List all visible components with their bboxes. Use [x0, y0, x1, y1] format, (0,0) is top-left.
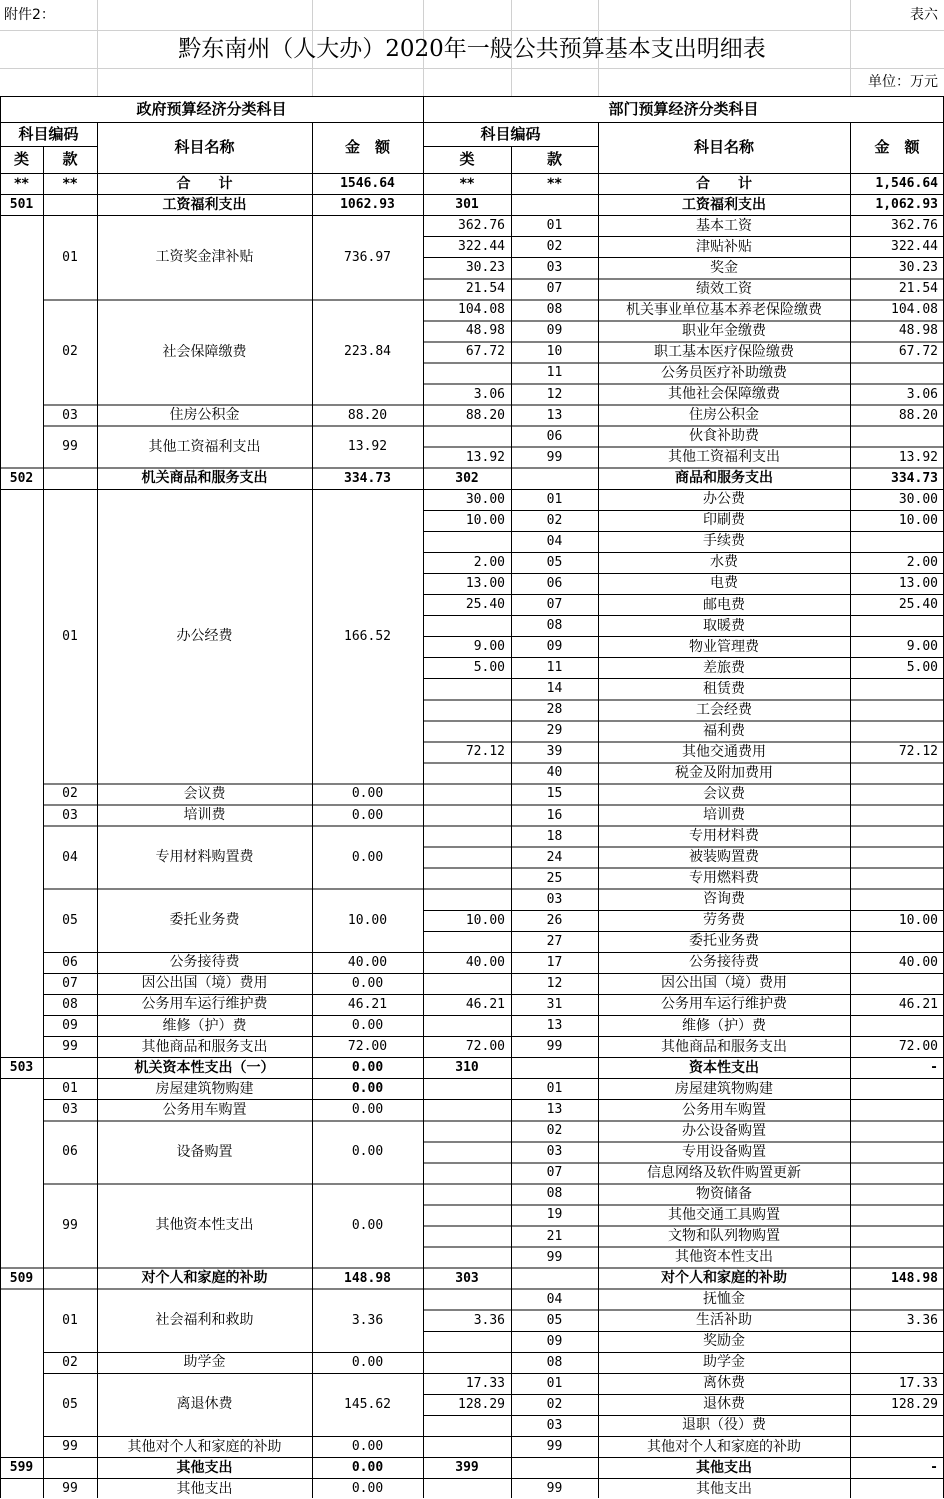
dept-item-name: 离休费	[703, 1375, 745, 1392]
dept-kuan-code: 03	[546, 260, 563, 276]
dept-item-name: 住房公积金	[689, 407, 759, 424]
dept-amount-mid: 72.12	[465, 744, 505, 760]
dept-item-name: 税金及附加费用	[675, 764, 773, 781]
dept-amount-mid: 362.76	[458, 218, 505, 234]
total-star: **	[62, 175, 78, 192]
dept-class-amount: -	[930, 1060, 938, 1076]
gov-item-name: 会议费	[183, 785, 226, 802]
dept-item-name: 电费	[710, 575, 738, 592]
dept-kuan-code: 99	[546, 1439, 563, 1455]
dept-kuan-code: 14	[546, 681, 563, 697]
dept-item-name: 其他工资福利支出	[668, 449, 780, 466]
dept-item-name: 公务用车运行维护费	[661, 996, 787, 1013]
gov-item-name: 其他商品和服务支出	[141, 1038, 268, 1055]
dept-item-name: 公务接待费	[689, 954, 759, 971]
dept-item-amount: 72.00	[898, 1039, 938, 1055]
dept-item-name: 委托业务费	[689, 933, 759, 950]
dept-item-name: 维修（护）费	[682, 1017, 766, 1034]
dept-amount-mid: 10.00	[465, 912, 505, 928]
dept-amount-mid: 17.33	[465, 1375, 505, 1391]
dept-item-name: 绩效工资	[696, 280, 752, 297]
dept-item-amount: 13.00	[898, 575, 938, 591]
dept-kuan-code: 03	[546, 1417, 563, 1433]
dept-item-name: 奖金	[710, 259, 738, 276]
gov-class-code: 502	[9, 470, 34, 486]
gov-item-amount: 0.00	[351, 1102, 384, 1118]
gov-kuan-code: 09	[62, 1018, 78, 1034]
dept-amount-mid: 67.72	[465, 344, 505, 360]
gov-kuan-code: 01	[62, 1312, 78, 1328]
dept-kuan-code: 26	[546, 912, 563, 928]
gov-kuan-code: 04	[62, 849, 78, 865]
dept-item-name: 办公费	[703, 491, 745, 508]
dept-kuan-code: 04	[546, 1291, 563, 1307]
gov-header: 政府预算经济分类科目	[136, 99, 287, 118]
gov-item-amount: 46.21	[347, 996, 388, 1012]
dept-class-amount: 334.73	[891, 470, 938, 486]
gov-class-code: 599	[9, 1460, 34, 1476]
gov-name-header: 科目名称	[174, 138, 235, 156]
dept-item-name: 租赁费	[703, 680, 745, 697]
dept-class-code: 302	[455, 470, 479, 486]
gov-kuan-code: 06	[62, 1144, 78, 1160]
dept-amount-header: 金 额	[874, 138, 920, 156]
dept-kuan-header: 款	[546, 150, 562, 168]
gov-kuan-code: 99	[62, 1481, 78, 1497]
gov-item-name: 设备购置	[176, 1143, 233, 1160]
dept-item-amount: 72.12	[898, 744, 938, 760]
gov-item-name: 房屋建筑物购建	[155, 1080, 254, 1097]
dept-item-name: 邮电费	[703, 596, 745, 613]
dept-class-code: 310	[455, 1060, 479, 1076]
gov-item-amount: 0.00	[351, 1018, 384, 1034]
gov-kuan-code: 07	[62, 975, 78, 991]
dept-kuan-code: 17	[546, 954, 563, 970]
dept-item-name: 印刷费	[703, 512, 745, 529]
gov-item-amount: 0.00	[351, 1354, 384, 1370]
dept-item-name: 职业年金缴费	[682, 322, 766, 339]
dept-item-amount: 30.23	[898, 260, 938, 276]
gov-kuan-code: 99	[62, 1439, 78, 1455]
dept-class-name: 商品和服务支出	[675, 470, 773, 487]
dept-kuan-code: 06	[546, 575, 563, 591]
dept-item-name: 其他社会保障缴费	[668, 386, 780, 403]
dept-lei-header: 类	[459, 150, 475, 168]
dept-kuan-code: 01	[546, 1081, 563, 1097]
dept-class-code: 303	[455, 1270, 479, 1286]
dept-item-name: 专用材料费	[689, 828, 759, 845]
gov-item-name: 其他对个人和家庭的补助	[127, 1438, 282, 1455]
total-label: 合 计	[176, 175, 233, 192]
dept-class-name: 其他支出	[696, 1459, 752, 1476]
dept-kuan-code: 11	[546, 365, 563, 381]
gov-item-amount: 0.00	[351, 1217, 384, 1233]
dept-amount-mid: 13.92	[465, 449, 505, 465]
dept-kuan-code: 03	[546, 1144, 563, 1160]
gov-kuan-code: 99	[62, 439, 78, 455]
dept-item-name: 培训费	[703, 807, 745, 824]
gov-item-name: 培训费	[183, 807, 226, 824]
dept-kuan-code: 06	[546, 428, 563, 444]
gov-item-name: 公务接待费	[169, 954, 240, 971]
gov-lei-header: 类	[13, 150, 29, 168]
dept-header: 部门预算经济分类科目	[608, 99, 759, 118]
dept-item-name: 房屋建筑物购建	[675, 1080, 773, 1097]
gov-kuan-code: 03	[62, 807, 78, 823]
dept-amount-mid: 21.54	[465, 281, 505, 297]
gov-item-name: 因公出国（境）费用	[141, 975, 268, 992]
dept-kuan-code: 09	[546, 323, 563, 339]
dept-item-name: 水费	[710, 554, 738, 571]
dept-kuan-code: 12	[546, 975, 563, 991]
gov-class-name: 机关商品和服务支出	[141, 470, 268, 487]
gov-item-name: 其他资本性支出	[155, 1217, 254, 1234]
dept-item-name: 手续费	[703, 533, 745, 550]
dept-amount-mid: 9.00	[473, 639, 505, 655]
gov-kuan-code: 99	[62, 1217, 78, 1233]
dept-kuan-code: 09	[546, 1333, 563, 1349]
total-label: 合 计	[696, 175, 752, 192]
dept-item-name: 其他交通费用	[682, 743, 766, 760]
dept-item-name: 基本工资	[696, 217, 752, 234]
gov-item-amount: 0.00	[351, 786, 384, 802]
page-title: 黔东南州（人大办）2020年一般公共预算基本支出明细表	[178, 36, 766, 62]
dept-item-name: 物资储备	[696, 1185, 752, 1202]
dept-kuan-code: 40	[546, 765, 563, 781]
dept-item-amount: 3.36	[906, 1312, 938, 1328]
dept-item-name: 伙食补助费	[689, 428, 759, 445]
dept-item-amount: 9.00	[906, 639, 938, 655]
dept-item-name: 差旅费	[703, 659, 745, 676]
gov-kuan-header: 款	[62, 150, 78, 168]
dept-item-name: 公务用车购置	[682, 1101, 766, 1118]
dept-item-name: 专用燃料费	[689, 870, 759, 887]
dept-kuan-code: 01	[546, 491, 563, 507]
dept-item-amount: 13.92	[898, 449, 938, 465]
dept-item-name: 专用设备购置	[682, 1143, 766, 1160]
dept-item-amount: 2.00	[906, 554, 938, 570]
dept-item-name: 咨询费	[703, 891, 745, 908]
dept-item-name: 被装购置费	[689, 849, 759, 866]
gov-kuan-code: 05	[62, 1396, 78, 1412]
dept-item-amount: 5.00	[906, 660, 938, 676]
dept-item-name: 会议费	[703, 785, 745, 802]
gov-item-name: 专用材料购置费	[155, 849, 254, 866]
gov-class-amount: 148.98	[344, 1270, 391, 1286]
dept-amount-mid: 88.20	[465, 407, 505, 423]
gov-class-name: 其他支出	[176, 1459, 233, 1476]
dept-item-amount: 17.33	[898, 1375, 938, 1391]
dept-kuan-code: 21	[546, 1228, 563, 1244]
gov-item-amount: 0.00	[351, 975, 384, 991]
dept-item-amount: 88.20	[898, 407, 938, 423]
gov-class-name: 对个人和家庭的补助	[141, 1270, 268, 1287]
gov-item-name: 委托业务费	[169, 912, 240, 929]
dept-amount-mid: 5.00	[473, 660, 505, 676]
gov-kuan-code: 02	[62, 344, 78, 360]
dept-amount-mid: 104.08	[458, 302, 505, 318]
dept-kuan-code: 13	[546, 1018, 563, 1034]
dept-kuan-code: 12	[546, 386, 563, 402]
gov-class-amount: 0.00	[351, 1060, 384, 1076]
dept-item-name: 物业管理费	[689, 638, 759, 655]
dept-kuan-code: 13	[546, 407, 563, 423]
dept-kuan-code: 04	[546, 533, 563, 549]
gov-item-name: 办公经费	[176, 628, 233, 645]
gov-kuan-code: 01	[62, 249, 78, 265]
dept-item-amount: 10.00	[898, 912, 938, 928]
dept-kuan-code: 99	[546, 1481, 563, 1497]
dept-item-name: 职工基本医疗保险缴费	[654, 343, 794, 360]
gov-kuan-code: 02	[62, 786, 78, 802]
dept-class-name: 工资福利支出	[682, 196, 766, 213]
gov-kuan-code: 06	[62, 954, 78, 970]
gov-class-code: 509	[9, 1270, 34, 1286]
dept-item-amount: 128.29	[891, 1396, 938, 1412]
dept-item-name: 生活补助	[696, 1312, 752, 1329]
total-dept-amount: 1,546.64	[875, 176, 938, 192]
gov-item-name: 维修（护）费	[162, 1017, 247, 1034]
dept-kuan-code: 08	[546, 618, 563, 634]
dept-item-name: 奖励金	[703, 1333, 745, 1350]
gov-class-amount: 1062.93	[340, 197, 395, 213]
dept-kuan-code: 05	[546, 1312, 563, 1328]
gov-kuan-code: 05	[62, 912, 78, 928]
gov-item-amount: 0.00	[351, 1081, 384, 1097]
gov-item-amount: 0.00	[351, 1481, 384, 1497]
gov-kuan-code: 99	[62, 1039, 78, 1055]
total-star: **	[547, 175, 562, 192]
dept-item-name: 公务员医疗补助缴费	[661, 364, 787, 381]
gov-item-amount: 10.00	[347, 912, 388, 928]
dept-item-name: 津贴补贴	[696, 238, 752, 255]
gov-item-name: 住房公积金	[169, 407, 240, 424]
gov-item-amount: 0.00	[351, 807, 384, 823]
dept-item-amount: 362.76	[891, 218, 938, 234]
dept-item-name: 工会经费	[696, 701, 752, 718]
dept-name-header: 科目名称	[693, 138, 754, 156]
dept-amount-mid: 322.44	[458, 239, 505, 255]
gov-item-amount: 13.92	[347, 439, 388, 455]
dept-class-name: 资本性支出	[689, 1059, 759, 1076]
gov-item-name: 其他支出	[176, 1480, 233, 1497]
dept-kuan-code: 16	[546, 807, 563, 823]
dept-kuan-code: 01	[546, 1375, 563, 1391]
dept-item-amount: 48.98	[898, 323, 938, 339]
dept-kuan-code: 02	[546, 239, 563, 255]
gov-class-amount: 0.00	[351, 1460, 384, 1476]
gov-kuan-code: 08	[62, 996, 78, 1012]
dept-amount-mid: 40.00	[465, 954, 505, 970]
table-number: 表六	[910, 7, 938, 23]
dept-kuan-code: 25	[546, 870, 563, 886]
total-gov-amount: 1546.64	[340, 176, 395, 192]
gov-item-amount: 40.00	[347, 954, 388, 970]
dept-item-name: 文物和队列物购置	[668, 1228, 780, 1245]
dept-kuan-code: 10	[546, 344, 563, 360]
dept-item-amount: 40.00	[898, 954, 938, 970]
dept-amount-mid: 128.29	[458, 1396, 505, 1412]
gov-kuan-code: 02	[62, 1354, 78, 1370]
dept-amount-mid: 3.06	[473, 386, 505, 402]
gov-amount-header: 金 额	[344, 138, 390, 156]
dept-kuan-code: 01	[546, 218, 563, 234]
dept-item-amount: 104.08	[891, 302, 938, 318]
dept-amount-mid: 3.36	[473, 1312, 505, 1328]
dept-amount-mid: 2.00	[473, 554, 505, 570]
dept-amount-mid: 46.21	[465, 996, 505, 1012]
gov-item-amount: 72.00	[347, 1039, 388, 1055]
dept-item-name: 退休费	[703, 1396, 745, 1413]
dept-amount-mid: 10.00	[465, 512, 505, 528]
gov-kuan-code: 03	[62, 1102, 78, 1118]
gov-item-name: 公务用车运行维护费	[141, 996, 268, 1013]
dept-kuan-code: 13	[546, 1102, 563, 1118]
dept-item-name: 信息网络及软件购置更新	[647, 1164, 801, 1181]
dept-item-name: 取暖费	[703, 617, 745, 634]
gov-item-amount: 0.00	[351, 849, 384, 865]
dept-kuan-code: 99	[546, 1039, 563, 1055]
gov-class-name: 工资福利支出	[162, 196, 247, 213]
dept-item-amount: 3.06	[906, 386, 938, 402]
dept-class-code: 301	[455, 197, 479, 213]
gov-item-name: 工资奖金津补贴	[155, 249, 254, 266]
total-star: **	[459, 175, 475, 192]
gov-item-amount: 736.97	[344, 249, 391, 265]
gov-item-name: 社会福利和救助	[155, 1312, 254, 1329]
gov-item-amount: 166.52	[344, 628, 391, 644]
dept-code-header: 科目编码	[480, 124, 541, 143]
dept-class-code: 399	[455, 1460, 479, 1476]
gov-code-header: 科目编码	[18, 124, 79, 143]
gov-class-name: 机关资本性支出（一）	[134, 1059, 275, 1076]
dept-kuan-code: 02	[546, 512, 563, 528]
dept-item-amount: 10.00	[898, 512, 938, 528]
dept-class-name: 对个人和家庭的补助	[661, 1270, 787, 1287]
gov-item-name: 社会保障缴费	[162, 343, 247, 360]
gov-item-amount: 0.00	[351, 1144, 384, 1160]
gov-kuan-code: 01	[62, 1081, 78, 1097]
dept-kuan-code: 08	[546, 1186, 563, 1202]
dept-kuan-code: 05	[546, 554, 563, 570]
total-star: **	[14, 175, 29, 192]
dept-kuan-code: 19	[546, 1207, 563, 1223]
dept-kuan-code: 08	[546, 1354, 563, 1370]
dept-kuan-code: 11	[546, 660, 563, 676]
gov-item-name: 其他工资福利支出	[148, 438, 261, 455]
dept-item-name: 其他对个人和家庭的补助	[647, 1438, 801, 1455]
dept-amount-mid: 30.23	[465, 260, 505, 276]
dept-item-name: 福利费	[703, 722, 745, 739]
dept-kuan-code: 18	[546, 828, 563, 844]
dept-item-name: 退职（役）费	[682, 1417, 766, 1434]
dept-item-amount: 46.21	[898, 996, 938, 1012]
dept-kuan-code: 27	[546, 933, 563, 949]
dept-kuan-code: 99	[546, 449, 563, 465]
dept-class-amount: 1,062.93	[875, 197, 938, 213]
gov-class-amount: 334.73	[344, 470, 391, 486]
dept-kuan-code: 07	[546, 281, 563, 297]
dept-kuan-code: 29	[546, 723, 563, 739]
dept-item-name: 机关事业单位基本养老保险缴费	[626, 301, 822, 318]
dept-amount-mid: 48.98	[465, 323, 505, 339]
dept-item-name: 抚恤金	[703, 1291, 745, 1308]
dept-item-name: 助学金	[703, 1354, 745, 1371]
dept-kuan-code: 02	[546, 1396, 563, 1412]
dept-kuan-code: 02	[546, 1123, 563, 1139]
dept-item-amount: 67.72	[898, 344, 938, 360]
gov-item-amount: 88.20	[347, 407, 388, 423]
gov-item-amount: 3.36	[351, 1312, 384, 1328]
dept-item-name: 其他交通工具购置	[668, 1206, 780, 1223]
dept-kuan-code: 15	[546, 786, 563, 802]
gov-item-name: 公务用车购置	[162, 1101, 247, 1118]
dept-class-amount: -	[930, 1460, 938, 1476]
dept-kuan-code: 07	[546, 597, 563, 613]
dept-kuan-code: 28	[546, 702, 563, 718]
dept-item-name: 其他支出	[696, 1480, 752, 1497]
dept-item-amount: 322.44	[891, 239, 938, 255]
dept-item-amount: 25.40	[898, 597, 938, 613]
dept-item-name: 其他商品和服务支出	[661, 1038, 787, 1055]
gov-class-code: 501	[9, 197, 34, 213]
dept-kuan-code: 99	[546, 1249, 563, 1265]
dept-kuan-code: 08	[546, 302, 563, 318]
unit-label: 单位：万元	[868, 74, 938, 90]
attachment-label: 附件2：	[4, 7, 55, 23]
dept-item-name: 因公出国（境）费用	[661, 975, 787, 992]
dept-amount-mid: 72.00	[465, 1039, 505, 1055]
gov-class-code: 503	[9, 1060, 34, 1076]
gov-kuan-code: 01	[62, 628, 78, 644]
gov-item-amount: 0.00	[351, 1439, 384, 1455]
dept-item-name: 劳务费	[703, 912, 745, 929]
gov-item-amount: 145.62	[344, 1396, 391, 1412]
dept-kuan-code: 24	[546, 849, 563, 865]
dept-kuan-code: 07	[546, 1165, 563, 1181]
gov-item-name: 离退休费	[176, 1396, 233, 1413]
gov-item-name: 助学金	[183, 1354, 226, 1371]
dept-amount-mid: 30.00	[465, 491, 505, 507]
dept-item-amount: 30.00	[898, 491, 938, 507]
dept-item-name: 其他资本性支出	[675, 1249, 773, 1266]
dept-class-amount: 148.98	[891, 1270, 938, 1286]
gov-kuan-code: 03	[62, 407, 78, 423]
dept-amount-mid: 25.40	[465, 597, 505, 613]
dept-kuan-code: 09	[546, 639, 563, 655]
dept-item-amount: 21.54	[898, 281, 938, 297]
dept-item-name: 办公设备购置	[682, 1122, 766, 1139]
gov-item-amount: 223.84	[344, 344, 391, 360]
dept-kuan-code: 31	[546, 996, 563, 1012]
dept-amount-mid: 13.00	[465, 575, 505, 591]
dept-kuan-code: 39	[546, 744, 563, 760]
dept-kuan-code: 03	[546, 891, 563, 907]
